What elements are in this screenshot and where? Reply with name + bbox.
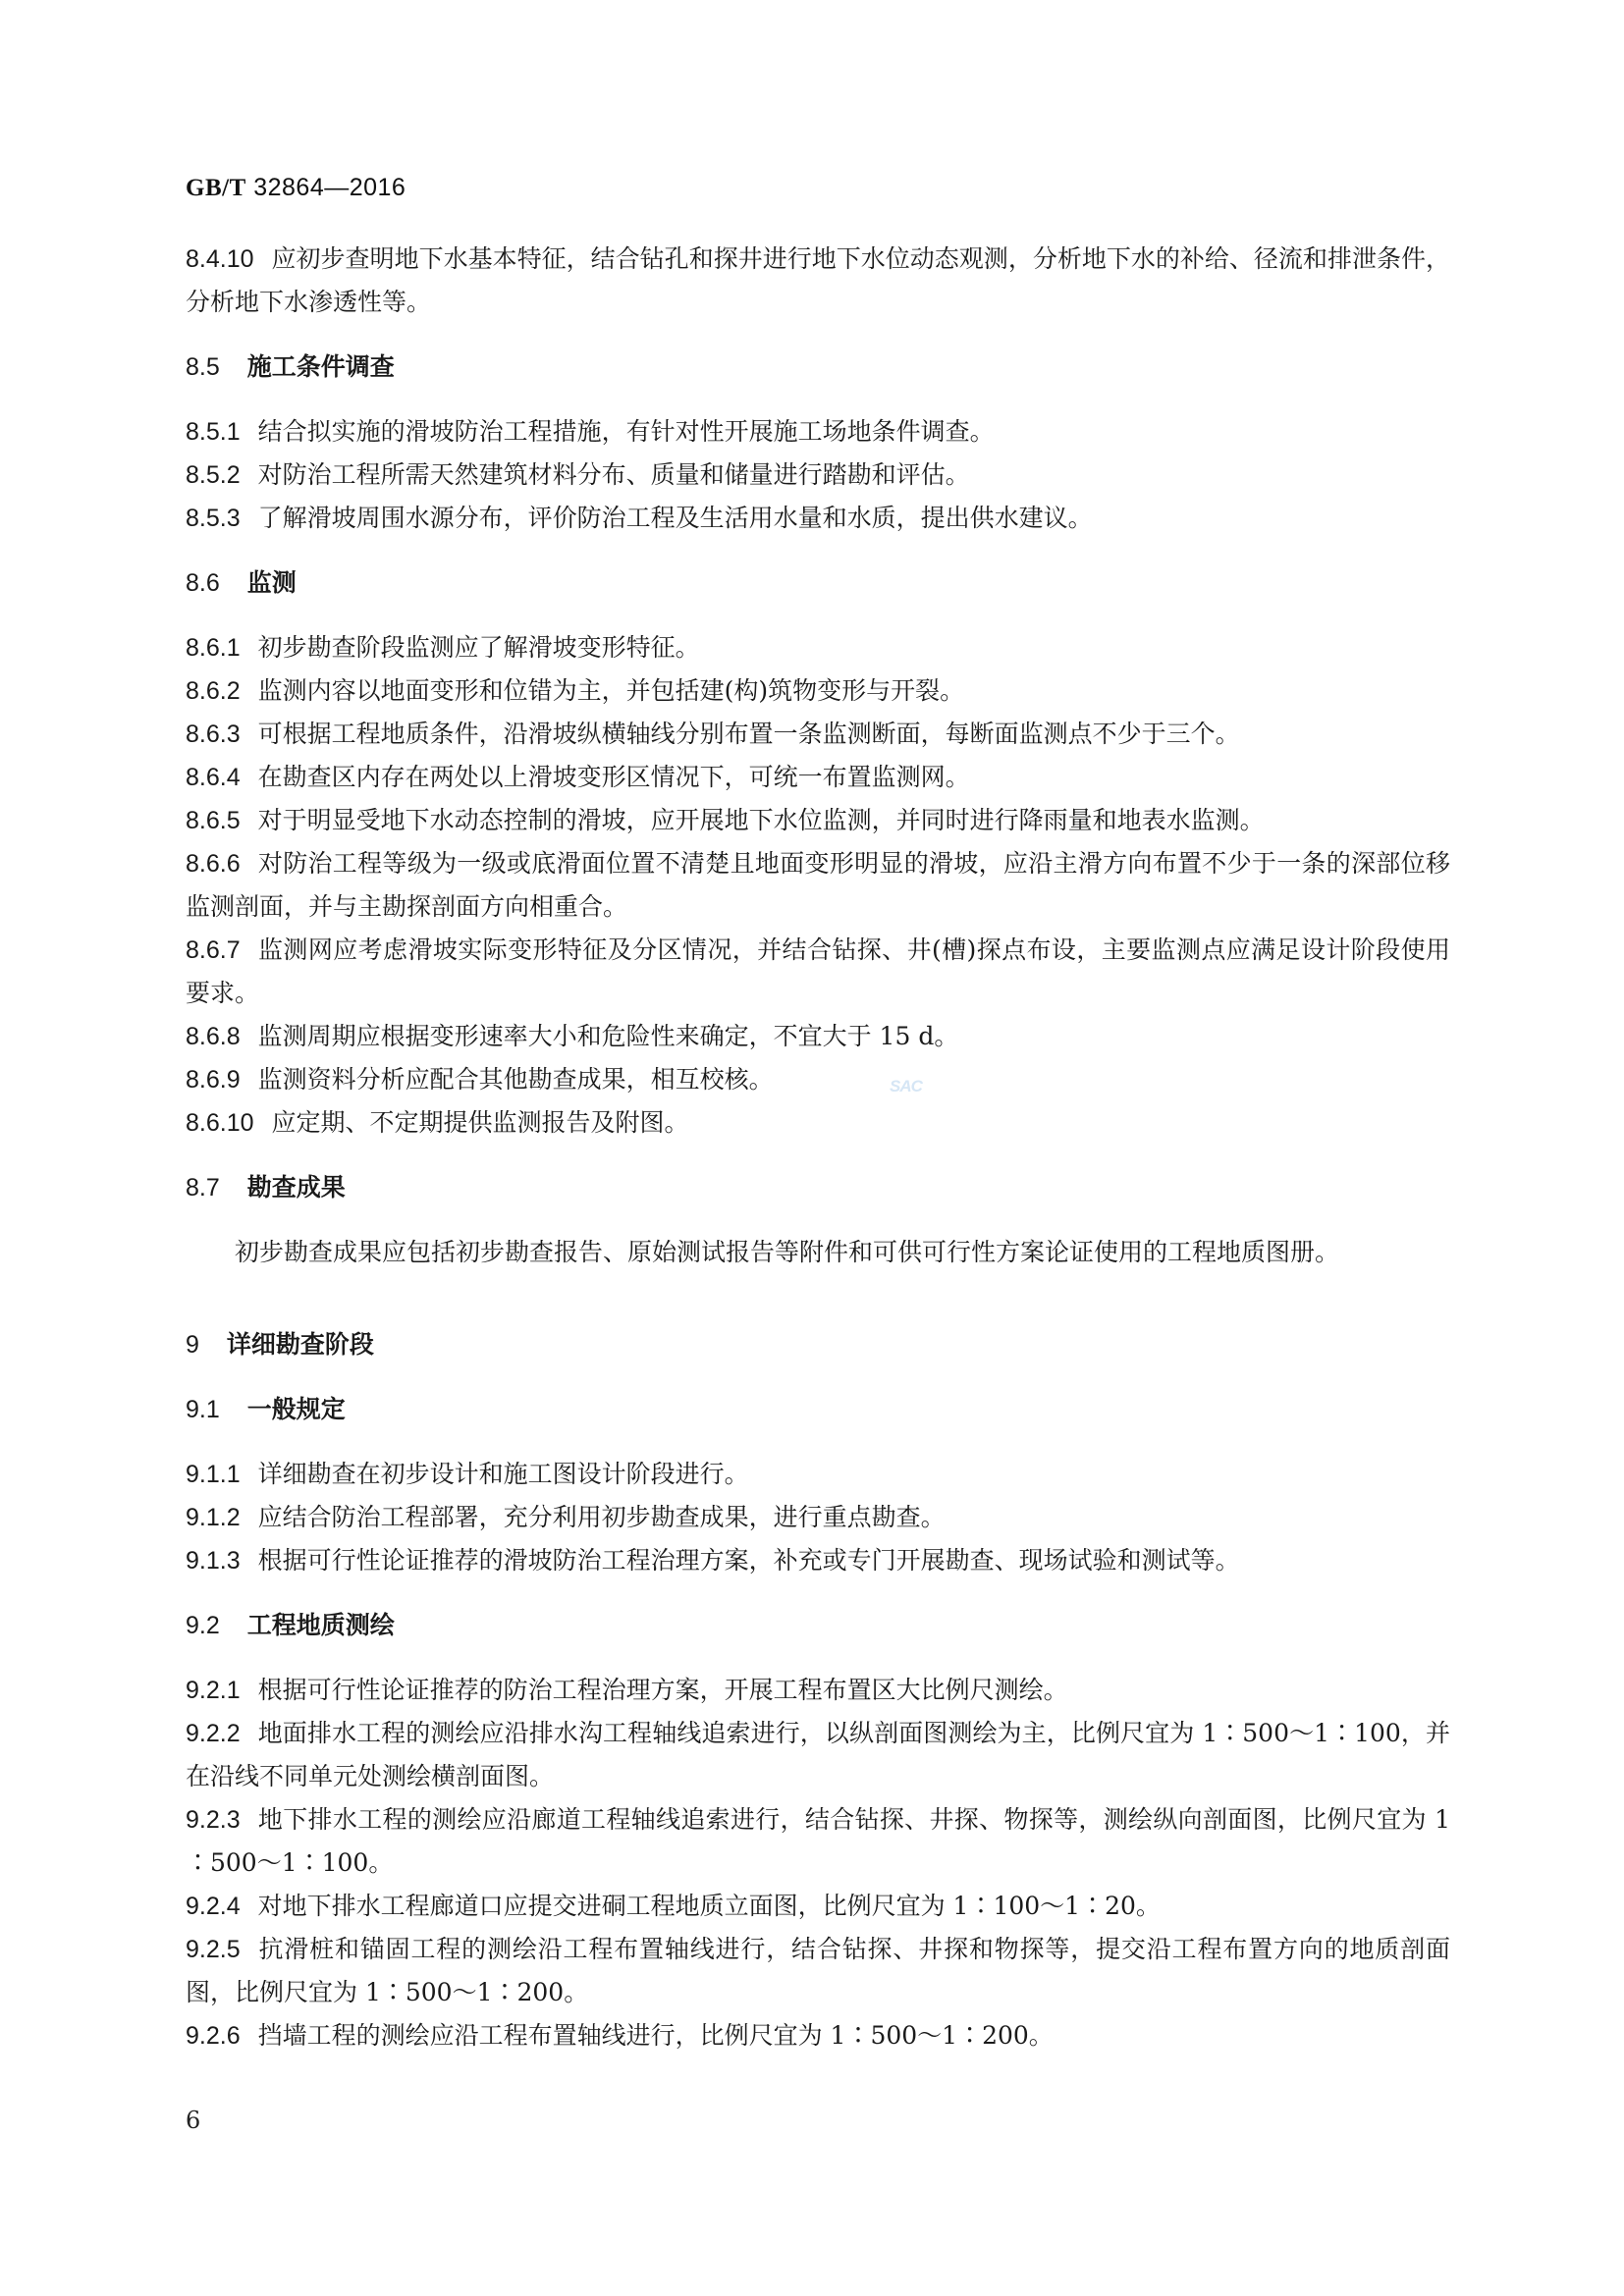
clause-9-2-4: 9.2.4 对地下排水工程廊道口应提交进硐工程地质立面图，比例尺宜为 1∶100～1∶20。 [186, 1892, 1161, 1920]
clause-9-1-1: 9.1.1 详细勘查在初步设计和施工图设计阶段进行。 [186, 1460, 749, 1488]
clause-8-6-7: 8.6.7 监测网应考虑滑坡实际变形特征及分区情况，并结合钻探、井(槽)探点布设，主要监测点应满足设计阶段使用要求。 [186, 935, 1450, 1007]
page-number: 6 [186, 2107, 201, 2134]
sac-watermark: SAC [890, 1077, 922, 1095]
clause-8-6-8: 8.6.8 监测周期应根据变形速率大小和危险性来确定，不宜大于 15 d。 [186, 1022, 959, 1050]
heading-9-2: 9.2 工程地质测绘 [186, 1611, 395, 1639]
standard-number: 32864—2016 [253, 174, 406, 201]
document-body [186, 238, 1450, 2057]
clause-8-6-6: 8.6.6 对防治工程等级为一级或底滑面位置不清楚且地面变形明显的滑坡，应沿主滑方向布置不少于一条的深部位移监测剖面，并与主勘探剖面方向相重合。 [186, 849, 1450, 921]
clause-8-6-9: 8.6.9 监测资料分析应配合其他勘查成果，相互校核。 [186, 1065, 774, 1094]
heading-9-1: 9.1 一般规定 [186, 1395, 346, 1423]
heading-8-5: 8.5 施工条件调查 [186, 352, 395, 381]
clause-9-2-5: 9.2.5 抗滑桩和锚固工程的测绘沿工程布置轴线进行，结合钻探、井探和物探等，提交沿工程布置方向的地质剖面图，比例尺宜为 1∶500～1∶200。 [186, 1935, 1450, 2006]
clause-8-6-5: 8.6.5 对于明显受地下水动态控制的滑坡，应开展地下水位监测，并同时进行降雨量和地表水监测。 [186, 806, 1265, 834]
clause-8-5-1: 8.5.1 结合拟实施的滑坡防治工程措施，有针对性开展施工场地条件调查。 [186, 417, 995, 446]
clause-8-4-10: 8.4.10 应初步查明地下水基本特征，结合钻孔和探井进行地下水位动态观测，分析地下水的补给、径流和排泄条件，分析地下水渗透性等。 [186, 244, 1450, 316]
standard-code [186, 174, 406, 202]
clause-9-1-2: 9.1.2 应结合防治工程部署，充分利用初步勘查成果，进行重点勘查。 [186, 1503, 946, 1531]
chapter-heading-9: 9 详细勘查阶段 [186, 1330, 374, 1359]
clause-8-6-4: 8.6.4 在勘查区内存在两处以上滑坡变形区情况下，可统一布置监测网。 [186, 763, 970, 791]
clause-9-2-1: 9.2.1 根据可行性论证推荐的防治工程治理方案，开展工程布置区大比例尺测绘。 [186, 1676, 1068, 1704]
clause-9-2-2: 9.2.2 地面排水工程的测绘应沿排水沟工程轴线追索进行，以纵剖面图测绘为主，比例尺宜为 1∶500～1∶100，并在沿线不同单元处测绘横剖面图。 [186, 1719, 1450, 1790]
heading-8-7: 8.7 勘查成果 [186, 1173, 346, 1201]
clause-8-6-1: 8.6.1 初步勘查阶段监测应了解滑坡变形特征。 [186, 633, 700, 662]
standard-prefix: GB/T [186, 175, 246, 201]
clause-9-1-3: 9.1.3 根据可行性论证推荐的滑坡防治工程治理方案，补充或专门开展勘查、现场试验和测试等。 [186, 1546, 1240, 1575]
paragraph-8-7: 初步勘查成果应包括初步勘查报告、原始测试报告等附件和可供可行性方案论证使用的工程地质图册。 [235, 1238, 1340, 1266]
clause-8-6-2: 8.6.2 监测内容以地面变形和位错为主，并包括建(构)筑物变形与开裂。 [186, 676, 965, 705]
clause-8-6-3: 8.6.3 可根据工程地质条件，沿滑坡纵横轴线分别布置一条监测断面，每断面监测点不少于三个。 [186, 720, 1240, 748]
clause-8-5-2: 8.5.2 对防治工程所需天然建筑材料分布、质量和储量进行踏勘和评估。 [186, 460, 970, 489]
clause-8-6-10: 8.6.10 应定期、不定期提供监测报告及附图。 [186, 1108, 689, 1137]
clause-8-5-3: 8.5.3 了解滑坡周围水源分布，评价防治工程及生活用水量和水质，提出供水建议。 [186, 504, 1093, 532]
heading-8-6: 8.6 监测 [186, 568, 297, 597]
clause-9-2-3: 9.2.3 地下排水工程的测绘应沿廊道工程轴线追索进行，结合钻探、井探、物探等，测绘纵向剖面图，比例尺宜为 1∶500～1∶100。 [186, 1805, 1450, 1877]
clause-9-2-6: 9.2.6 挡墙工程的测绘应沿工程布置轴线进行，比例尺宜为 1∶500～1∶200。 [186, 2021, 1054, 2050]
